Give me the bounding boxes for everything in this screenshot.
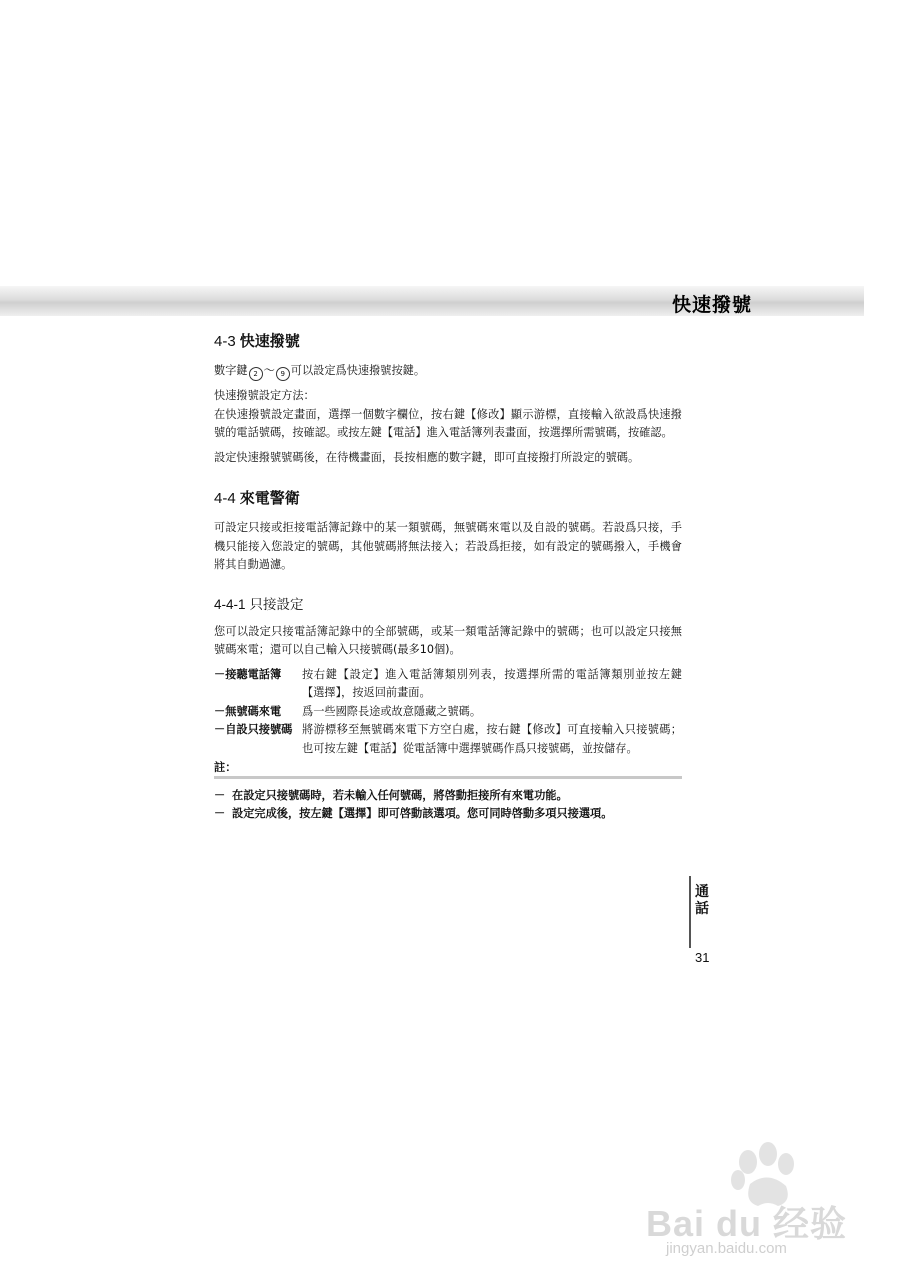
page-content	[214, 330, 682, 823]
section-title: 快速撥號	[239, 332, 300, 350]
note-dash: －	[214, 789, 226, 802]
watermark-url: jingyan.baidu.com	[666, 1240, 787, 1257]
accept-settings-paragraph: 您可以設定只接電話簿記錄中的全部號碼，或某一類電話簿記錄中的號碼；也可以設定只接無號碼來電；還可以自己輸入只接號碼(最多10個)。	[214, 624, 682, 656]
section-number: 4-3	[214, 333, 236, 350]
watermark-brand: Bai du 经验	[646, 1203, 848, 1244]
note-item	[214, 787, 682, 805]
notes-divider	[214, 776, 682, 779]
option-description: 爲一些國際長途或故意隱藏之號碼。	[302, 704, 482, 718]
section-4-4-heading	[214, 487, 682, 509]
notes-label: 註：	[214, 761, 237, 774]
text-fragment: ～	[263, 364, 275, 377]
call-guard-paragraph: 可設定只接或拒接電話簿記錄中的某一類號碼，無號碼來電以及自設的號碼。若設爲只接，手機只能接入您設定的號碼，其他號碼將無法接入；若設爲拒接，如有設定的號碼撥入，手機會將其自動過濾。	[214, 521, 682, 571]
page-number: 31	[695, 950, 710, 965]
spacer	[214, 581, 682, 595]
text-fragment: 可以設定爲快速撥號按鍵。	[290, 364, 426, 377]
option-term: －自設只接號碼	[214, 723, 293, 736]
section-number: 4-4-1	[214, 596, 246, 612]
section-4-4-1-heading	[214, 595, 682, 615]
section-4-3-heading	[214, 330, 682, 352]
side-tab-rule	[689, 876, 691, 948]
section-title: 來電警衛	[239, 489, 300, 507]
option-term: －無號碼來電	[214, 704, 282, 718]
chapter-header-title: 快速撥號	[671, 294, 752, 316]
note-dash: －	[214, 807, 226, 820]
option-description: 將游標移至無號碼來電下方空白處，按右鍵【修改】可直接輸入只接號碼；也可按左鍵【電話】從電話簿中選擇號碼作爲只接號碼，並按儲存。	[302, 723, 682, 755]
note-text: 在設定只接號碼時，若未輸入任何號碼，將啓動拒接所有來電功能。	[232, 789, 568, 802]
usage-paragraph: 設定快速撥號號碼後，在待機畫面，長按相應的數字鍵，即可直接撥打所設定的號碼。	[214, 450, 640, 464]
note-text: 設定完成後，按左鍵【選擇】即可啓動該選項。您可同時啓動多項只接選項。	[232, 807, 613, 820]
key-2-icon: 2	[249, 367, 263, 381]
speed-dial-keys-paragraph	[214, 362, 682, 381]
note-item	[214, 805, 682, 823]
method-paragraph: 在快速撥號設定畫面，選擇一個數字欄位，按右鍵【修改】顯示游標，直接輸入欲設爲快速撥號的電話號碼，按確認。或按左鍵【電話】進入電話簿列表畫面，按選擇所需號碼，按確認。	[214, 407, 682, 439]
spacer	[214, 473, 682, 487]
section-title: 只接設定	[249, 596, 304, 613]
option-row	[214, 721, 682, 758]
section-number: 4-4	[214, 490, 236, 507]
text-fragment: 數字鍵	[214, 364, 248, 377]
key-9-icon: 9	[276, 367, 290, 381]
option-term: －接聽電話簿	[214, 667, 282, 681]
method-label: 快速撥號設定方法：	[214, 389, 315, 402]
side-tab-label: 通話	[695, 884, 709, 917]
option-description: 按右鍵【設定】進入電話簿類別列表，按選擇所需的電話簿類別並按左鍵【選擇】，按返回前畫面。	[302, 667, 682, 699]
option-row	[214, 666, 682, 703]
option-row	[214, 703, 682, 722]
